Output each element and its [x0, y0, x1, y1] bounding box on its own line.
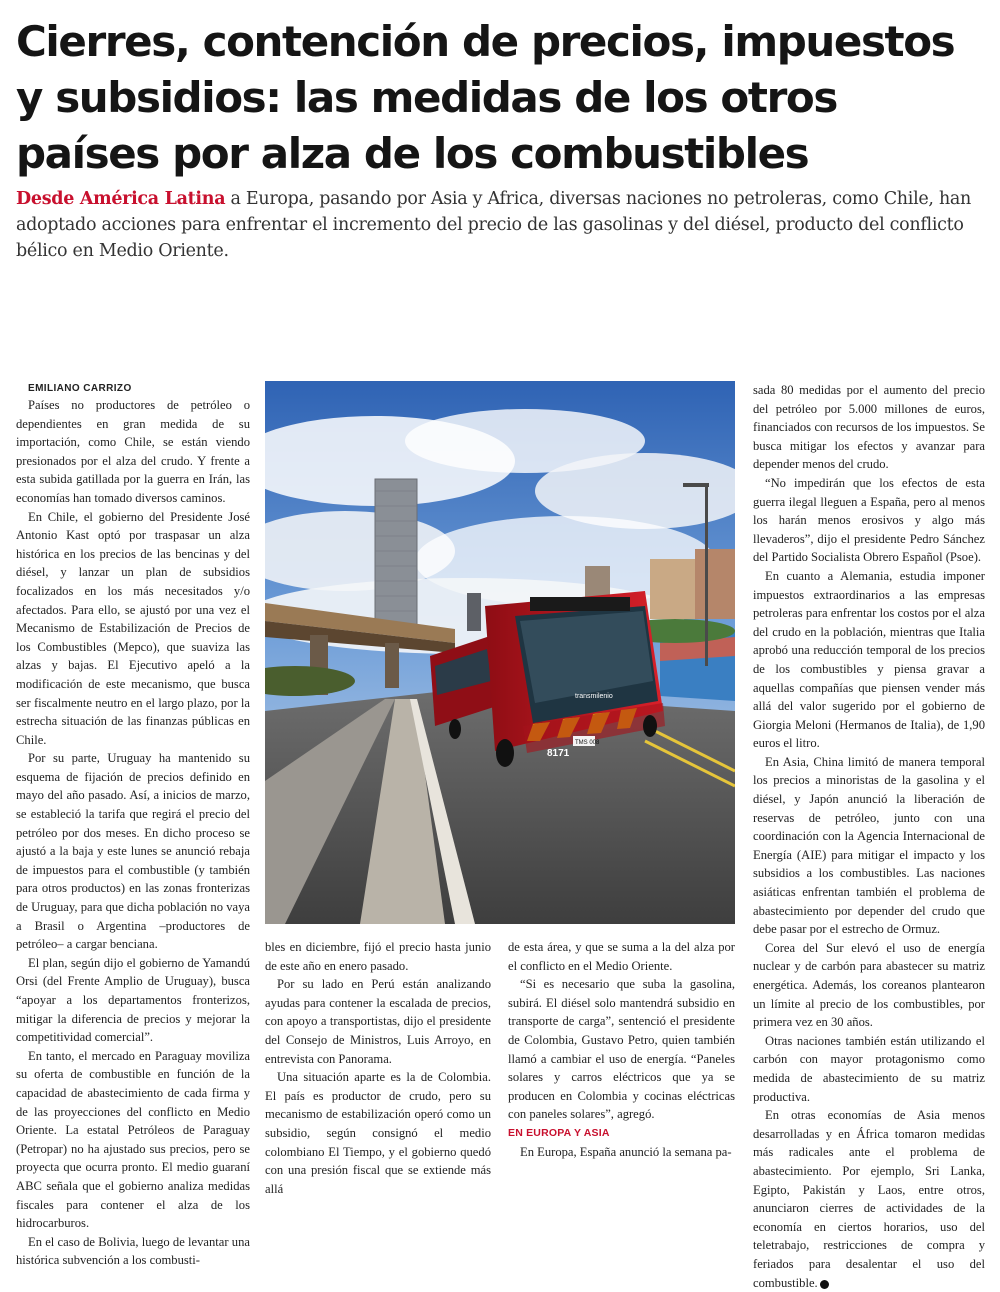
paragraph: Otras naciones también están utilizando el carbón con mayor protagonismo como medida de abastecimiento de su matriz productiva.: [753, 1033, 985, 1104]
end-mark-icon: P: [820, 1280, 829, 1289]
paragraph: En Chile, el gobierno del Presidente José Antonio Kast optó por traspasar un alza histórica en los precios de las bencinas y del diésel, y lanzar un plan de subsidios focalizados en los más necesitados y/o afectados. Para ello, se ajustó por una vez el Mecanismo de Estabilización de Precios de los Combustibles (Mepco), que suaviza las alzas y bajas. El Ejecutivo apeló a la modificación de este mecanismo, que busca ser fiscalmente neutro en el largo plazo, por la estrecha situación de las finanzas públicas en Chile.: [16, 509, 250, 747]
paragraph-text: En otras economías de Asia menos desarrolladas y en África tomaron medidas más radicales ante el problema de abastecimiento. Por ejemplo, Sri Lanka, Egipto, Pakistán y Laos, entre otros, anunciaron cierres de actividades de la economía en ciertos horarios, uso del teletrabajo, restricciones de compra y feriados para desalentar el uso del combustible.: [753, 1108, 985, 1290]
paragraph: [753, 1106, 985, 1292]
column-2: [265, 938, 491, 1198]
deck-lead: Desde América Latina: [16, 189, 226, 209]
bus-plate: TMS 008: [575, 740, 600, 746]
paragraph: Una situación aparte es la de Colombia. El país es productor de crudo, pero su mecanismo de estabilización operó como un subsidio, según consignó el medio colombiano El Tiempo, y el gobierno quedó con una presión fiscal que se extiende más allá: [265, 1070, 491, 1196]
paragraph: Por su parte, Uruguay ha mantenido su esquema de fijación de precios definido en mayo del año pasado. Así, a inicios de marzo, se estableció la tarifa que regirá el precio del petróleo por dos meses. En dicho proceso se ajustó a la baja y este lunes se anunció rebaja de impuestos para el combustible (y también para otros productos) en las zonas fronterizas de Uruguay, para que dicha población no vaya a Brasil o Argentina –productores de petróleo– a cargar benciana.: [16, 751, 250, 952]
byline: EMILIANO CARRIZO: [28, 383, 132, 394]
bus-brand: transmilenio: [575, 693, 613, 700]
paragraph: de esta área, y que se suma a la del alza por el conflicto en el Medio Oriente.: [508, 940, 735, 973]
paragraph: En tanto, el mercado en Paraguay moviliza su oferta de combustible en función de la capacidad de abastecimiento de cada firma y de las proyecciones del conflicto en Medio Oriente. La estatal Petróleos de Paraguay (Petropar) no ha ajustado sus precios, pero se proyecta que ocurra pronto. El medio guaraní ABC señala que el gobierno analiza medidas fiscales para contener el alza de los hidrocarburos.: [16, 1048, 250, 1231]
paragraph: Por su lado en Perú están analizando ayudas para contener la escalada de precios, con apoyo a transportistas, dijo el presidente del Consejo de Ministros, Luis Arroyo, en entrevista con Panorama.: [265, 977, 491, 1066]
column-3: [508, 938, 735, 1161]
paragraph: En el caso de Bolivia, luego de levantar una histórica subvención a los combusti-: [16, 1234, 250, 1268]
paragraph: sada 80 medidas por el aumento del precio del petróleo por 5.000 millones de euros, financiados con recursos de los impuestos. Se busca mitigar los efectos y avanzar para depender menos del crudo.: [753, 383, 985, 472]
paragraph: En Asia, China limitó de manera temporal los precios a minoristas de la gasolina y el diésel, y Japón anunció la liberación de reservas de petróleo, junto con una coordinación con la Agencia Internacional de Energía (AIE) para mitigar el impacto y los subsidios a los combustibles. Las naciones asiáticas enfrentan también el problema de abastecimiento por depender del crudo que debe pasar por el estrecho de Ormuz.: [753, 754, 985, 937]
paragraph: El plan, según dijo el gobierno de Yamandú Orsi (del Frente Amplio de Uruguay), busca “apoyar a los departamentos fronterizos, mitigar la diferencia de precios y mejorar la competitividad comercial”.: [16, 955, 250, 1045]
paragraph: Corea del Sur elevó el uso de energía nuclear y de carbón para abastecer su matriz energética. Además, los coreanos plantearon un límite al precio de los combustibles, por primera vez en 30 años.: [753, 940, 985, 1030]
bus-photo: [265, 381, 735, 924]
paragraph: “Si es necesario que suba la gasolina, subirá. El diésel solo mantendrá subsidio en transporte de carga”, sentenció el presidente de Colombia, Gustavo Petro, quien también llamó a cambiar el uso de energía. “Paneles solares y carros eléctricos que ya se producen en Colombia y cocinas eléctricas con paneles solares”, agregó.: [508, 977, 735, 1122]
paragraph: bles en diciembre, fijó el precio hasta junio de este año en enero pasado.: [265, 940, 491, 973]
bus-number: 8171: [547, 748, 570, 759]
deck-text: a Europa, pasando por Asia y Africa, diversas naciones no petroleras, como Chile, han adoptado acciones para enfrentar el incremento del precio de las gasolinas y del diésel, producto del conflicto bélico en Medio Oriente.: [16, 189, 972, 261]
paragraph: En Europa, España anunció la semana pa-: [520, 1144, 732, 1159]
paragraph: “No impedirán que los efectos de esta guerra ilegal lleguen a España, pero al menos los harán menos erosivos y algo más llevaderos”, dijo el presidente Pedro Sánchez del Partido Socialista Obrero Español (Psoe).: [753, 475, 985, 565]
column-1: [16, 382, 250, 1270]
deck: [16, 186, 988, 264]
section-subhead: EN EUROPA Y ASIA: [508, 1126, 610, 1139]
paragraph: Países no productores de petróleo o dependientes en gran medida de su importación, como Chile, se están viendo presionados por el alza del crudo. Y frente a esta subida gatillada por la guerra en Irán, las economías han tomado diversos caminos.: [16, 398, 250, 505]
paragraph: En cuanto a Alemania, estudia imponer impuestos extraordinarios a las empresas petroleras para enfrentar los costos por el alza del crudo en la población, mientras que Italia aprobó una reducción temporal de los precios de los combustibles y piensa gravar a aquellas compañías que piensen vender más allá del valor sugerido por el gobierno de Giorgia Meloni (Hermanos de Italia), de 1,90 euros el litro.: [753, 568, 985, 751]
headline: Cierres, contención de precios, impuestos y subsidios: las medidas de los otros países por alza de los combustibles: [16, 17, 955, 178]
column-4: [753, 381, 985, 1292]
